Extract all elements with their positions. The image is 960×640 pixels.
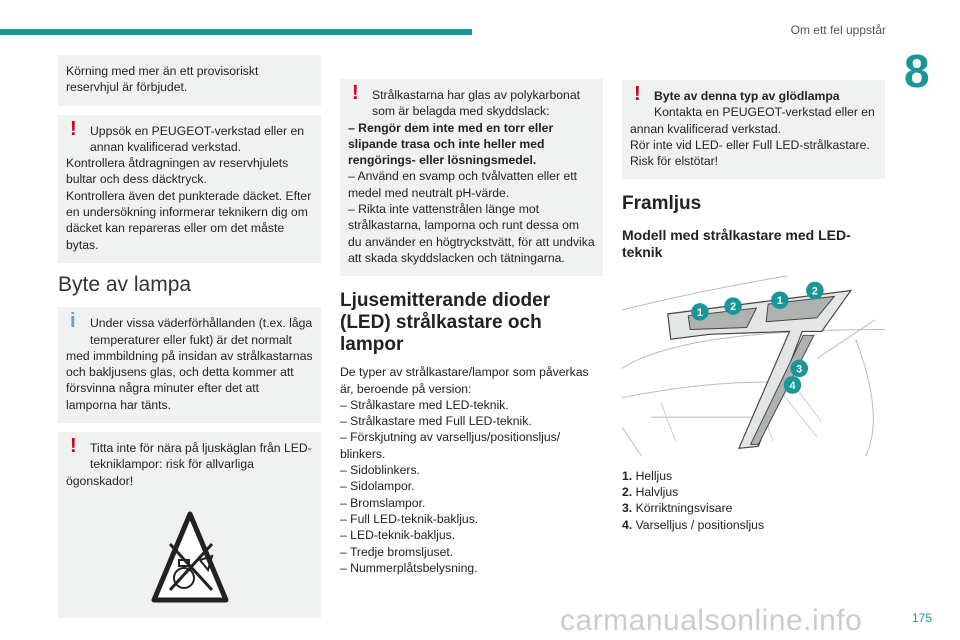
list-item: – Full LED-teknik-bakljus. xyxy=(340,511,479,526)
warning-text: annan kvalificerad verkstad. xyxy=(630,121,782,136)
list-item: – Strålkastare med Full LED-teknik. xyxy=(340,414,532,429)
subheading-led-model: Modell med strålkastare med LED-teknik xyxy=(622,227,851,261)
warning-box xyxy=(58,432,321,618)
callout-2: 2 xyxy=(811,285,818,298)
note-text: Körning med mer än ett provisoriskt reservhjul är förbjudet. xyxy=(66,64,259,95)
warning-bold-text: – Rengör dem inte med en torr eller slipande trasa och inte heller med rengörings- eller lösningsmedel. xyxy=(348,120,554,168)
callout-2: 2 xyxy=(730,301,737,314)
info-text: Under vissa väderförhållanden (t.ex. låga temperaturer eller fukt) är det normalt xyxy=(90,316,313,347)
header-bar xyxy=(0,29,472,35)
warning-text: Titta inte för nära på ljuskäglan från LED-tekniklampor: risk för allvarliga xyxy=(90,441,312,472)
legend-text: Körriktningsvisare xyxy=(635,501,733,516)
watermark: carmanualsonline.info xyxy=(560,604,863,637)
page-number: 175 xyxy=(911,611,932,625)
legend-number: 2. xyxy=(622,485,633,500)
legend-item xyxy=(622,484,885,500)
legend-number: 4. xyxy=(622,517,633,532)
warning-text: Strålkastarna har glas av polykarbonat som är belagda med skyddslack: xyxy=(372,88,580,119)
warning-icon: ! xyxy=(70,435,77,458)
list-item: – Sidoblinkers. xyxy=(340,463,420,478)
note-box xyxy=(58,55,321,106)
warning-text: Kontrollera även det punkterade däcket. Efter en undersökning informerar teknikern dig om däcket kan repareras eller om det måste bytas. xyxy=(66,188,312,252)
legend-item xyxy=(622,468,885,484)
section-title: Om ett fel uppstår xyxy=(790,23,886,37)
legend-item xyxy=(622,517,885,533)
heading-led: Ljusemitterande dioder (LED) strålkastare och lampor xyxy=(340,290,551,356)
legend-item xyxy=(622,500,885,516)
legend-text: Halvljus xyxy=(635,485,679,500)
heading-framljus: Framljus xyxy=(622,193,702,215)
warning-box xyxy=(340,79,603,276)
legend-text: Helljus xyxy=(635,468,673,483)
callout-1: 1 xyxy=(696,307,703,320)
list-item: – Förskjutning av varselljus/positionsljus/ blinkers. xyxy=(340,430,561,461)
info-text: med immbildning på insidan av strålkastarnas och bakljusens glas, och detta kommer att försvinna några minuter efter det att lamporna har tänts. xyxy=(66,348,313,412)
list-item: – Tredje bromsljuset. xyxy=(340,544,454,559)
list-item: – Strålkastare med LED-teknik. xyxy=(340,397,509,412)
warning-icon: ! xyxy=(352,82,359,104)
intro-text: De typer av strålkastare/lampor som påverkas är, beroende på version: xyxy=(340,365,589,396)
column-3 xyxy=(622,80,885,533)
warning-box xyxy=(622,80,885,179)
warning-title: Byte av denna typ av glödlampa xyxy=(654,89,840,103)
legend xyxy=(622,468,885,533)
warning-icon: ! xyxy=(634,83,641,105)
callout-4: 4 xyxy=(789,380,796,393)
legend-number: 3. xyxy=(622,501,633,516)
info-icon: i xyxy=(70,310,76,333)
warning-text: Kontakta en PEUGEOT-verkstad eller en xyxy=(654,105,875,120)
legend-number: 1. xyxy=(622,468,633,483)
no-look-at-led-icon xyxy=(150,510,230,606)
warning-text: – Använd en svamp och tvålvatten eller ett medel med neutralt pH-värde. xyxy=(348,169,577,200)
chapter-number: 8 xyxy=(904,45,930,97)
warning-box xyxy=(58,115,321,263)
heading-byte-av-lampa: Byte av lampa xyxy=(58,272,192,296)
list-item: – Bromslampor. xyxy=(340,495,426,510)
callout-1: 1 xyxy=(776,295,783,308)
headlamp-diagram xyxy=(622,271,885,461)
column-2 xyxy=(340,79,603,576)
warning-text: ögonskador! xyxy=(66,473,134,488)
warning-text: Risk för elstötar! xyxy=(630,154,719,169)
list-item: – Nummerplåtsbelysning. xyxy=(340,560,478,575)
warning-text: – Rikta inte vattenstrålen länge mot strålkastarna, lamporna och runt dessa om du använder en högtryckstvätt, för att undvika att skada skyddslacken och tätningarna. xyxy=(348,202,595,265)
legend-text: Varselljus / positionsljus xyxy=(635,517,765,532)
info-box xyxy=(58,307,321,423)
callout-3: 3 xyxy=(796,363,803,376)
warning-icon: ! xyxy=(70,117,77,140)
warning-text: Rör inte vid LED- eller Full LED-strålkastare. xyxy=(630,137,870,152)
list-item: – Sidolampor. xyxy=(340,479,415,494)
list-item: – LED-teknik-bakljus. xyxy=(340,528,456,543)
column-1 xyxy=(58,55,321,627)
warning-text: Uppsök en PEUGEOT-verkstad eller en annan kvalificerad verkstad. xyxy=(90,123,305,154)
warning-text: Kontrollera åtdragningen av reservhjulets bultar och dess däcktryck. xyxy=(66,156,289,187)
